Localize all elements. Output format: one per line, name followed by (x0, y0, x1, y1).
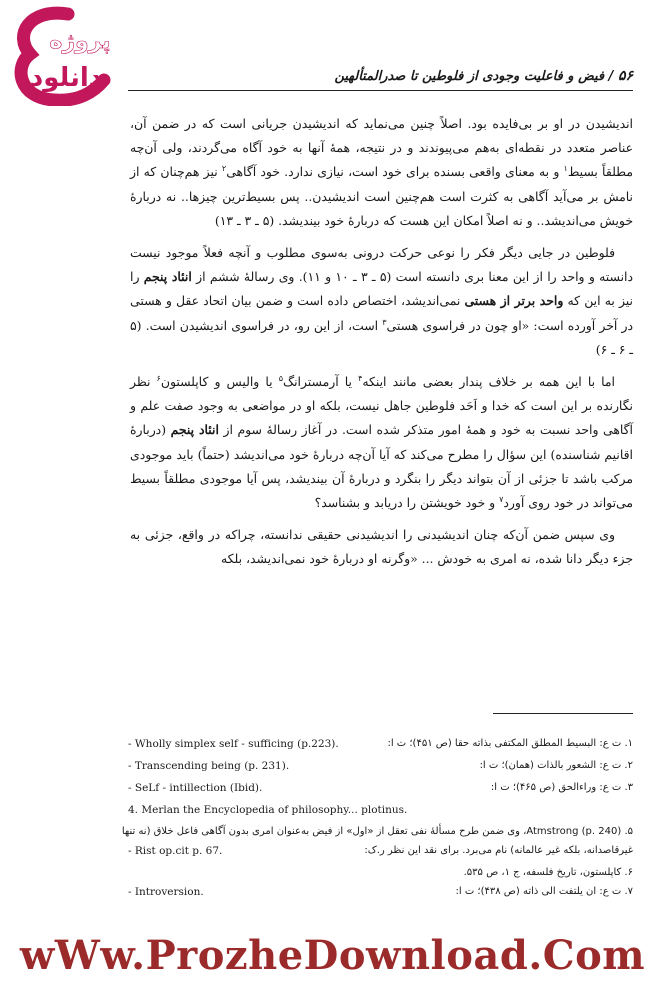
footnote-en: - Wholly simplex self - sufficing (p.223). (128, 738, 339, 750)
footnote-en: - Rist op.cit p. 67. (128, 845, 223, 857)
footnote-fa: ۷. ت ع: ان یلتفت الی ذاته (ص ۴۳۸)؛ ت ا: (455, 886, 633, 897)
footnote-en: - Introversion. (128, 886, 204, 898)
footnote-fa: غیرقاصدانه، بلکه غیر عالمانه) نام می‌برد. برای نقد این نظر ر.ک: (364, 845, 633, 856)
header-rule (128, 90, 633, 91)
footnote-5-line-a: ۵. Atmstrong (p. 240)، وی ضمن طرح مسألهٔ نفی تعقل از «اول» از فیض به‌عنوان امری بدون آگاهی فاعل خلاق (نه تنها (121, 826, 633, 837)
paragraph-4: وی سپس ضمن آن‌که چنان اندیشیدنی را اندیشیدنی حقیقی ندانسته، چراکه در واقع، جزئی به جزء دیگر دانا شده، نه امری به خودش ... «وگرنه او دربارهٔ خود نمی‌اندیشد، بلکه (130, 527, 633, 567)
footnote-rule (493, 713, 633, 714)
paragraph-2 (130, 241, 633, 362)
logo-mark (8, 6, 123, 106)
paragraph-3 (130, 370, 633, 515)
logo-line1: پروژه (49, 29, 111, 54)
book-title: انئاد پنجم (170, 422, 219, 438)
footnote-3 (128, 782, 633, 804)
book-title: انئاد پنجم (143, 269, 192, 285)
running-header (153, 68, 633, 84)
text-run: نمی‌اندیشد، اختصاص داده است و ضمن بیان اتحاد عقل و هستی در آخر آورده است: «او چون در فراسوی هستی (130, 293, 633, 333)
text-run: و خود خویشتن را دریابد و بشناسد؟ (314, 495, 500, 511)
footnote-ref: ۵ (278, 373, 283, 383)
text-run: نظر نگارنده بر این است که خدا و اَحَد فلوطین جاهل نیست، بلکه او در مواضعی به وجود صفت علم و آگاهی واحد نسبت به خود و همهٔ امور متذکر شده است. در آغاز رسالهٔ سوم از (130, 374, 634, 438)
text-run: فلوطین در جایی دیگر فکر را نوعی حرکت درونی به‌سوی مطلوب و آنچه فعلاً موجود نیست دانسته و واحد را از این معنا بری دانسته است (۵ ـ ۳ ـ ۱۰ و ۱۱). وی رسالهٔ ششم از (130, 245, 633, 285)
footnote-en: - Transcending being (p. 231). (128, 760, 290, 772)
text-run: و به معنای واقعی بسنده برای خود است، نیازی ندارد. خود آگاهی (226, 164, 564, 180)
text-run: یا والیس و کاپلستون (160, 374, 279, 390)
text-run: را نیز به این که (130, 269, 633, 309)
footnotes (121, 738, 633, 908)
text-run: یا آرمسترانگ (282, 374, 359, 390)
text-run: است، از این رو، در فراسوی اندیشیدن است. (۵ ـ ۶ ـ ۶) (130, 317, 633, 357)
footnote-fa: ۲. ت ع: الشعور بالذات (همان)؛ ت ا: (479, 760, 633, 771)
footnote-6: ۶. کاپلستون، تاریخ فلسفه، ج ۱، ص ۵۳۵. (463, 867, 633, 878)
site-watermark: wWw.ProzheDownload.Com (19, 932, 646, 979)
logo-line2: دانلود (29, 63, 103, 93)
footnote-ref: ۶ (156, 373, 161, 383)
footnote-ref: ۳ (382, 317, 387, 327)
paragraph-1 (130, 112, 633, 233)
footnote-4: 4. Merlan the Encyclopedia of philosophy... plotinus. (128, 804, 408, 816)
footnote-ref: ۴ (358, 373, 363, 383)
running-title: / فیض و فاعلیت وجودی از فلوطین تا صدرالمتألهین (334, 69, 614, 84)
text-run: (دربارهٔ اقانیم شناسنده) این سؤال را مطرح می‌کند که آیا آن‌چه دربارهٔ خود می‌اندیشد (حتماً) باید موجودی مرکب باشد تا جزئی از آن بتواند دیگر را بنگرد و دربارهٔ آن بیندیشد، پس آیا موجودی مطلقاً بسیط می‌تواند در خود روی آورد (130, 422, 633, 511)
footnote-ref: ۲ (221, 164, 227, 174)
site-logo (8, 6, 123, 106)
footnote-ref: ۱ (563, 164, 568, 174)
footnote-ref: ۷ (499, 494, 504, 504)
page-number: ۵۶ (617, 68, 633, 84)
emphasis: واحد برتر از هستی (464, 293, 564, 309)
footnote-fa: ۱. ت ع: البسیط المطلق المکتفی بذاته حقا (ص ۴۵۱)؛ ت ا: (387, 738, 633, 749)
footnote-1 (128, 738, 633, 760)
footnote-en: - SeLf - intillection (Ibid). (128, 782, 263, 794)
body-text (130, 112, 633, 689)
footnote-7 (128, 886, 633, 908)
footnote-fa: ۳. ت ع: وراءالحق (ص ۴۶۵)؛ ت ا: (490, 782, 633, 793)
text-run: اندیشیدن در او بر بی‌فایده بود. اصلاً چنین می‌نماید که اندیشیدن جریانی است که در ضمن آن، عناصر متعدد در نقطه‌ای به‌هم می‌پیوندند و در نتیجه، همهٔ آنها به خود آگاه می‌گردند، ولی آن‌چه مطلقاً بسیط (130, 116, 633, 180)
text-run: اما با این همه بر خلاف پندار بعضی مانند اینکه (362, 374, 615, 390)
footnote-5-line-b (128, 845, 633, 867)
text-run: نیز هم‌چنان که از نامش بر می‌آید آگاهی به کثرت است هم‌چنین است اندیشیدن.. پس بسیط‌ترین چیزها.. نه دربارهٔ خویش می‌اندیشد.. و نه اصلاً امکان این هست که دربارهٔ خود بیندیشد. (۵ ـ ۳ ـ ۱۳) (130, 164, 633, 228)
footnote-2 (128, 760, 633, 782)
